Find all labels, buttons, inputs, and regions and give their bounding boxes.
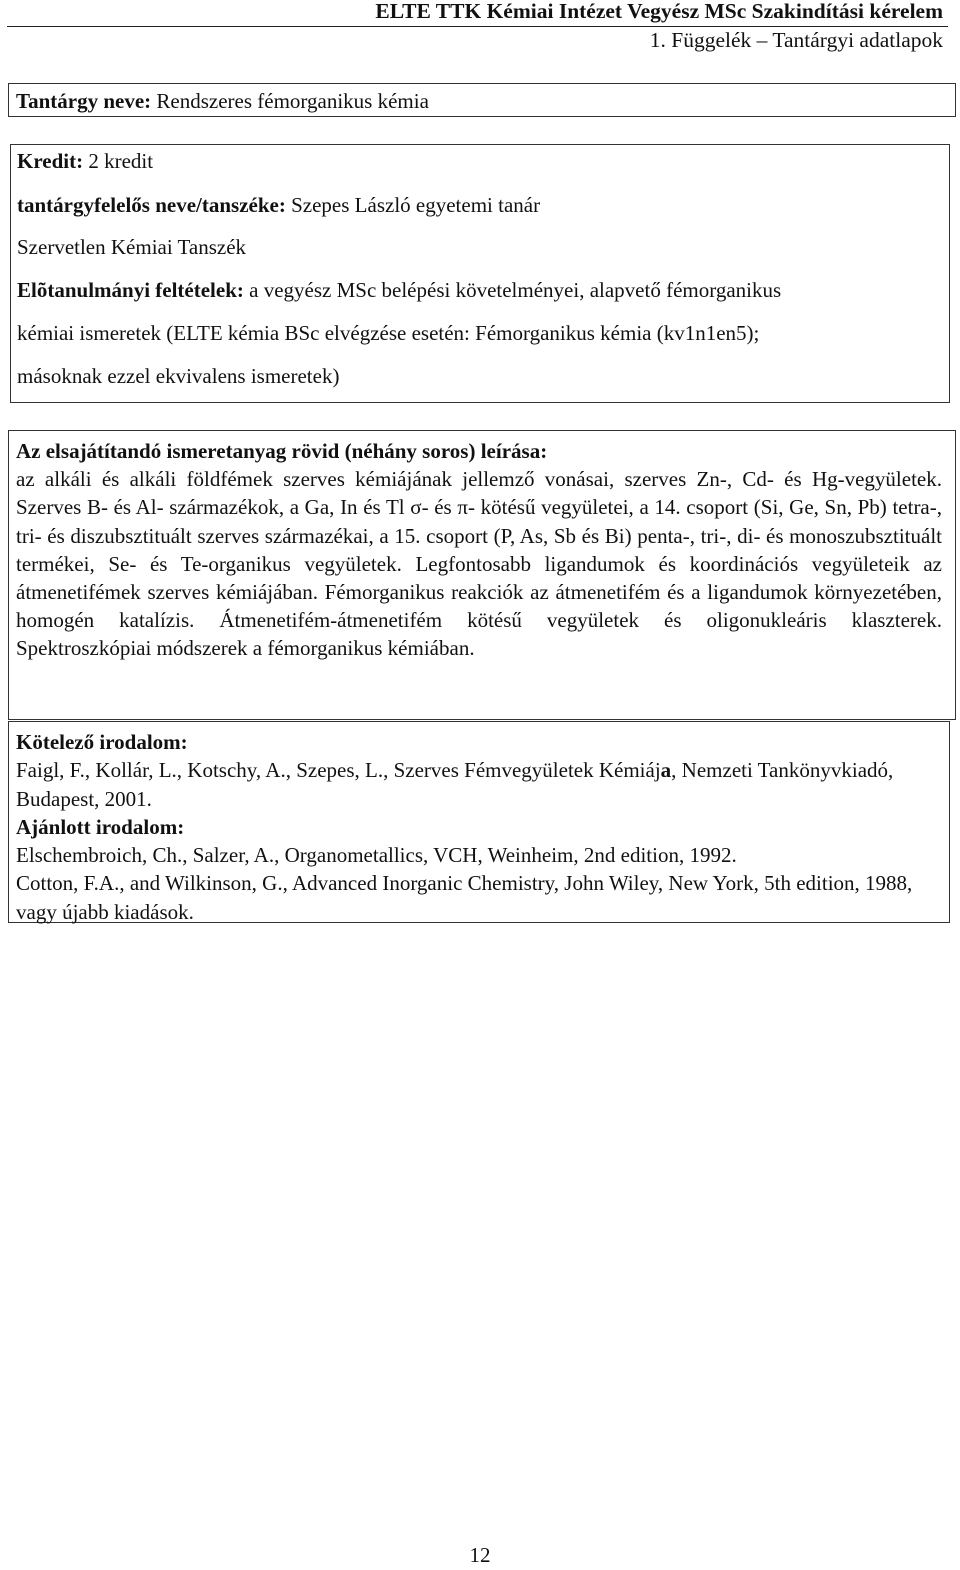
department-line: Szervetlen Kémiai Tanszék xyxy=(17,235,247,259)
running-header-subtitle: 1. Függelék – Tantárgyi adatlapok xyxy=(649,28,943,52)
description-paragraph xyxy=(16,437,942,663)
description-box xyxy=(8,430,956,720)
recommended-literature-entry-2: Cotton, F.A., and Wilkinson, G., Advanced Inorganic Chemistry, John Wiley, New York, 5th edition, 1988, vagy újabb kiadások. xyxy=(16,871,913,924)
literature-box xyxy=(8,721,950,923)
subject-info-box xyxy=(10,144,950,403)
subject-name-label: Tantárgy neve: xyxy=(16,89,152,113)
responsible-label: tantárgyfelelős neve/tanszéke: xyxy=(17,193,286,217)
required-literature-entry: Faigl, F., Kollár, L., Kotschy, A., Szepes, L., Szerves Fémvegyületek Kémiája, Nemzeti Tankönyvkiadó, Budapest, 2001. xyxy=(16,758,894,811)
description-label: Az elsajátítandó ismeretanyag rövid (néhány soros) leírása: xyxy=(16,439,548,463)
page-number: 12 xyxy=(469,1543,491,1567)
credit-label: Kredit: xyxy=(17,149,84,173)
responsible-value: Szepes László egyetemi tanár xyxy=(285,193,541,217)
prerequisites-text-1: a vegyész MSc belépési követelményei, alapvető fémorganikus xyxy=(243,278,782,302)
subject-name-box xyxy=(8,83,956,117)
subject-name-line xyxy=(16,89,429,114)
prerequisites-line-3: másoknak ezzel ekvivalens ismeretek) xyxy=(17,364,340,388)
literature-paragraph xyxy=(16,728,942,926)
prerequisites-line-1 xyxy=(17,278,781,303)
prerequisites-label: Elõtanulmányi feltételek: xyxy=(17,278,244,302)
header-rule xyxy=(7,26,948,27)
credit-value: 2 kredit xyxy=(83,149,154,173)
description-text: az alkáli és alkáli földfémek szerves kémiájának jellemző vonásai, szerves Zn-, Cd- és Hg-vegyületek. Szerves B- és Al- származékok, a Ga, In és Tl σ- és π- kötésű vegyületei, a 14. csoport (Si, Ge, Sn, Pb) tetra-, tri- és diszubsztituált szerves származékai, a 15. csoport (P, As, Sb és Bi) penta-, tri-, di- és monoszubsztituált termékei, Se- és Te-organikus vegyületek. Legfontosabb ligandumok és koordinációs vegyületeik az átmenetifémek szerves kémiájában. Fémorganikus reakciók az átmenetifém és a ligandumok környezetében, homogén katalízis. Átmenetifém-átmenetifém kötésű vegyületek és oligonukleáris klaszterek. Spektroszkópiai módszerek a fémorganikus kémiában. xyxy=(16,467,942,661)
credit-line xyxy=(17,149,153,174)
responsible-line xyxy=(17,193,540,218)
subject-name-value: Rendszeres fémorganikus kémia xyxy=(151,89,429,113)
recommended-literature-label: Ajánlott irodalom: xyxy=(16,814,185,839)
running-header-title: ELTE TTK Kémiai Intézet Vegyész MSc Szakindítási kérelem xyxy=(375,0,943,23)
prerequisites-line-2: kémiai ismeretek (ELTE kémia BSc elvégzése esetén: Fémorganikus kémia (kv1n1en5); xyxy=(17,321,760,345)
required-literature-label: Kötelező irodalom: xyxy=(16,730,188,754)
recommended-literature-entry-1: Elschembroich, Ch., Salzer, A., Organometallics, VCH, Weinheim, 2nd edition, 1992. xyxy=(16,843,737,868)
